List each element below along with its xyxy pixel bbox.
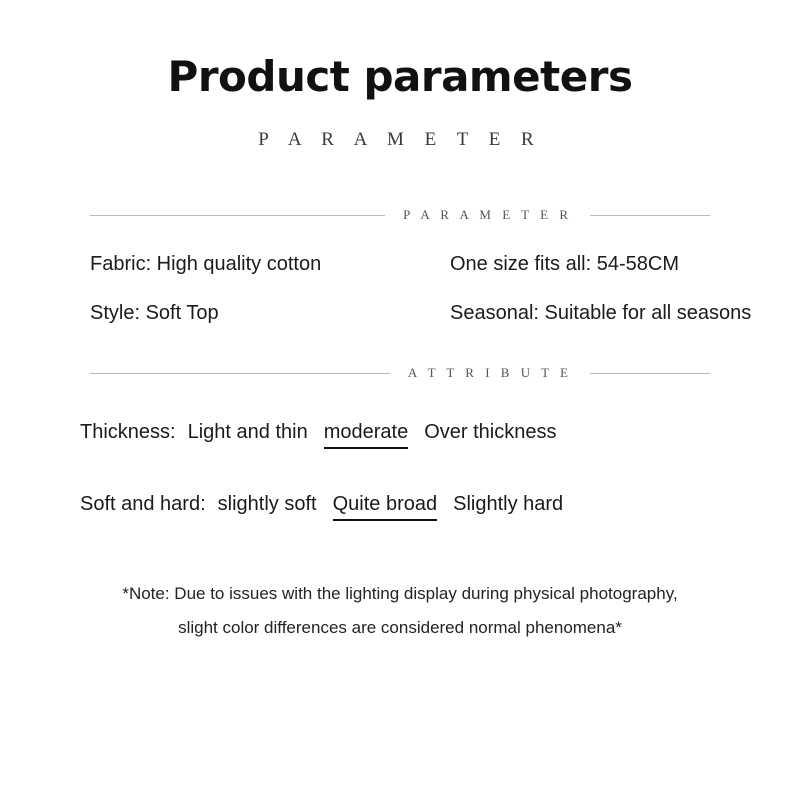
divider-parameter <box>90 207 710 223</box>
divider-attribute <box>90 365 710 381</box>
attribute-option-slightly-soft[interactable]: slightly soft <box>217 493 317 515</box>
parameter-size: One size fits all: 54-58CM <box>450 253 679 275</box>
divider-rule-right <box>590 215 710 216</box>
parameter-row <box>90 302 752 325</box>
page-subtitle: P A R A M E T E R <box>258 129 542 150</box>
attribute-option-moderate[interactable]: moderate <box>324 421 409 449</box>
divider-rule-left <box>90 215 385 216</box>
attribute-row-soft-and-hard <box>80 493 720 521</box>
parameter-row <box>90 253 710 276</box>
attribute-row-thickness <box>80 421 720 449</box>
attribute-option-light-and-thin[interactable]: Light and thin <box>187 421 308 443</box>
divider-parameter-label: P A R A M E T E R <box>403 207 572 222</box>
note-line-2: slight color differences are considered normal phenomena* <box>178 618 622 637</box>
attribute-label-thickness: Thickness: <box>80 421 176 443</box>
parameter-style: Style: Soft Top <box>90 302 219 324</box>
attribute-block <box>80 381 720 521</box>
parameter-grid <box>90 223 752 325</box>
parameter-seasonal: Seasonal: Suitable for all seasons <box>450 302 752 324</box>
divider-attribute-label: A T T R I B U T E <box>407 365 572 380</box>
page-title: Product parameters <box>167 52 633 101</box>
note-line-1: *Note: Due to issues with the lighting display during physical photography, <box>122 584 678 603</box>
parameter-fabric: Fabric: High quality cotton <box>90 253 322 275</box>
attribute-option-over-thickness[interactable]: Over thickness <box>424 421 557 443</box>
attribute-option-slightly-hard[interactable]: Slightly hard <box>453 493 564 515</box>
attribute-option-quite-broad[interactable]: Quite broad <box>333 493 438 521</box>
divider-rule-left <box>90 373 390 374</box>
divider-rule-right <box>590 373 710 374</box>
attribute-label-soft-and-hard: Soft and hard: <box>80 493 206 515</box>
note-block <box>50 521 750 645</box>
